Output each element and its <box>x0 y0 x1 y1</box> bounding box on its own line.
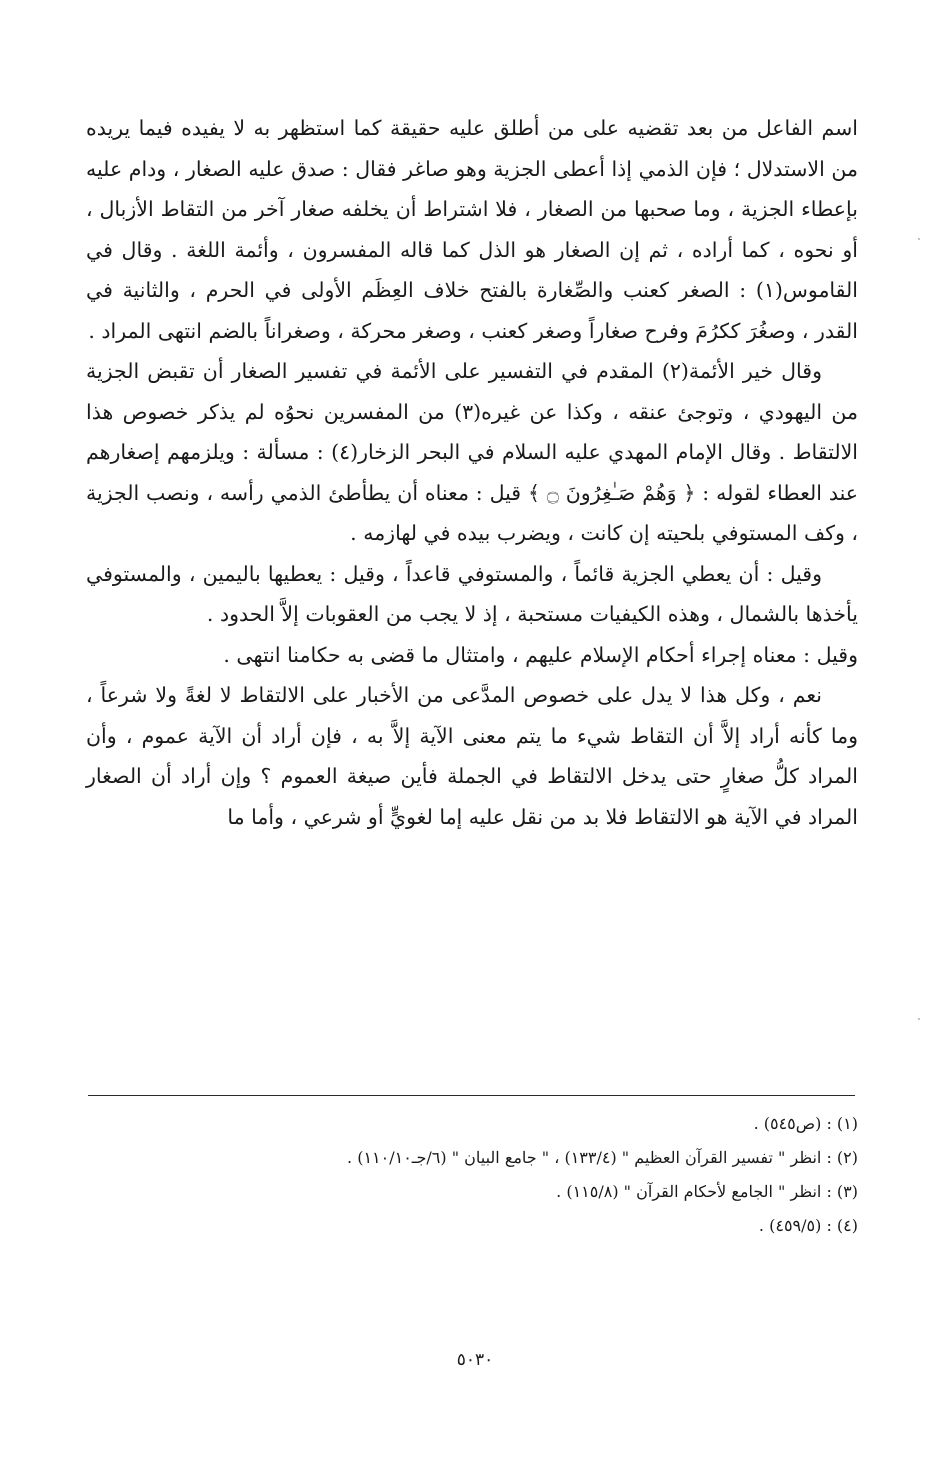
footnote-3: (٣) : انظر " الجامع لأحكام القرآن " (١١٥/٨) . <box>556 1182 858 1201</box>
body-paragraph-1: اسم الفاعل من بعد تقضيه على من أطلق عليه حقيقة كما استظهر به لا يفيده فيما يريده من الاستدلال ؛ فإن الذمي إذا أعطى الجزية وهو صاغر فقال : صدق عليه الصغار ، ودام عليه بإعطاء الجزية ، وما صحبها من الصغار ، فلا اشتراط أن يخلفه صغار آخر من التقاط الأزبال ، أو نحوه ، كما أراده ، ثم إن الصغار هو الذل كما قاله المفسرون ، وأئمة اللغة . وقال في القاموس(١) : الصغر كعنب والصِّغارة بالفتح خلاف العِظَم الأولى في الحرم ، والثانية في القدر ، وصغُرَ ككرُمَ وفرح صغاراً وصغر كعنب ، وصغر محركة ، وصغراناً بالضم انتهى المراد . <box>86 116 858 343</box>
footnote-4: (٤) : (٤٥٩/٥) . <box>758 1216 858 1235</box>
scan-speck <box>918 238 920 240</box>
scan-speck <box>918 1018 920 1020</box>
body-paragraph-4: وقيل : معناه إجراء أحكام الإسلام عليهم ، وامتثال ما قضى به حكامنا انتهى . <box>223 642 858 667</box>
footnote-2: (٢) : انظر " تفسير القرآن العظيم " (١٣٣/٤) ، " جامع البيان " (٦/جـ١١٠/١٠) . <box>347 1148 858 1167</box>
body-paragraph-2: وقال خير الأئمة(٢) المقدم في التفسير على الأئمة في تفسير الصغار أن تقبض الجزية من اليهودي ، وتوجئ عنقه ، وكذا عن غيره(٣) من المفسرين نحوُه لم يذكر خصوص هذا الالتقاط . وقال الإمام المهدي عليه السلام في البحر الزخار(٤) : مسألة : ويلزمهم إصغارهم عند العطاء لقوله : ﴿ وَهُمْ صَـٰغِرُونَ ۝ ﴾ قيل : معناه أن يطأطئ الذمي رأسه ، ونصب الجزية ، وكف المستوفي بلحيته إن كانت ، ويضرب بيده في لهازمه . <box>86 359 858 545</box>
footnote-1: (١) : (ص٥٤٥) . <box>753 1114 858 1133</box>
body-paragraph-3: وقيل : أن يعطي الجزية قائماً ، والمستوفي قاعداً ، وقيل : يعطيها باليمين ، والمستوفي يأخذها بالشمال ، وهذه الكيفيات مستحبة ، إذ لا يجب من العقوبات إلاَّ الحدود . <box>86 561 858 626</box>
page-number: ٥٠٣٠ <box>456 1350 494 1370</box>
footnotes <box>86 1107 858 1243</box>
body-paragraph-5: نعم ، وكل هذا لا يدل على خصوص المدَّعى من الأخبار على الالتقاط لا لغةً ولا شرعاً ، وما كأنه أراد إلاَّ أن التقاط شيء ما يتم معنى الآية إلاَّ به ، فإن أراد أن الآية عموم ، وأن المراد كلُّ صغارٍ حتى يدخل الالتقاط في الجملة فأين صيغة العموم ؟ وإن أراد أن الصغار المراد في الآية هو الالتقاط فلا بد من نقل عليه إما لغويٍّ أو شرعي ، وأما ما <box>86 683 858 829</box>
main-text <box>86 108 858 837</box>
footnote-divider <box>88 1095 855 1096</box>
